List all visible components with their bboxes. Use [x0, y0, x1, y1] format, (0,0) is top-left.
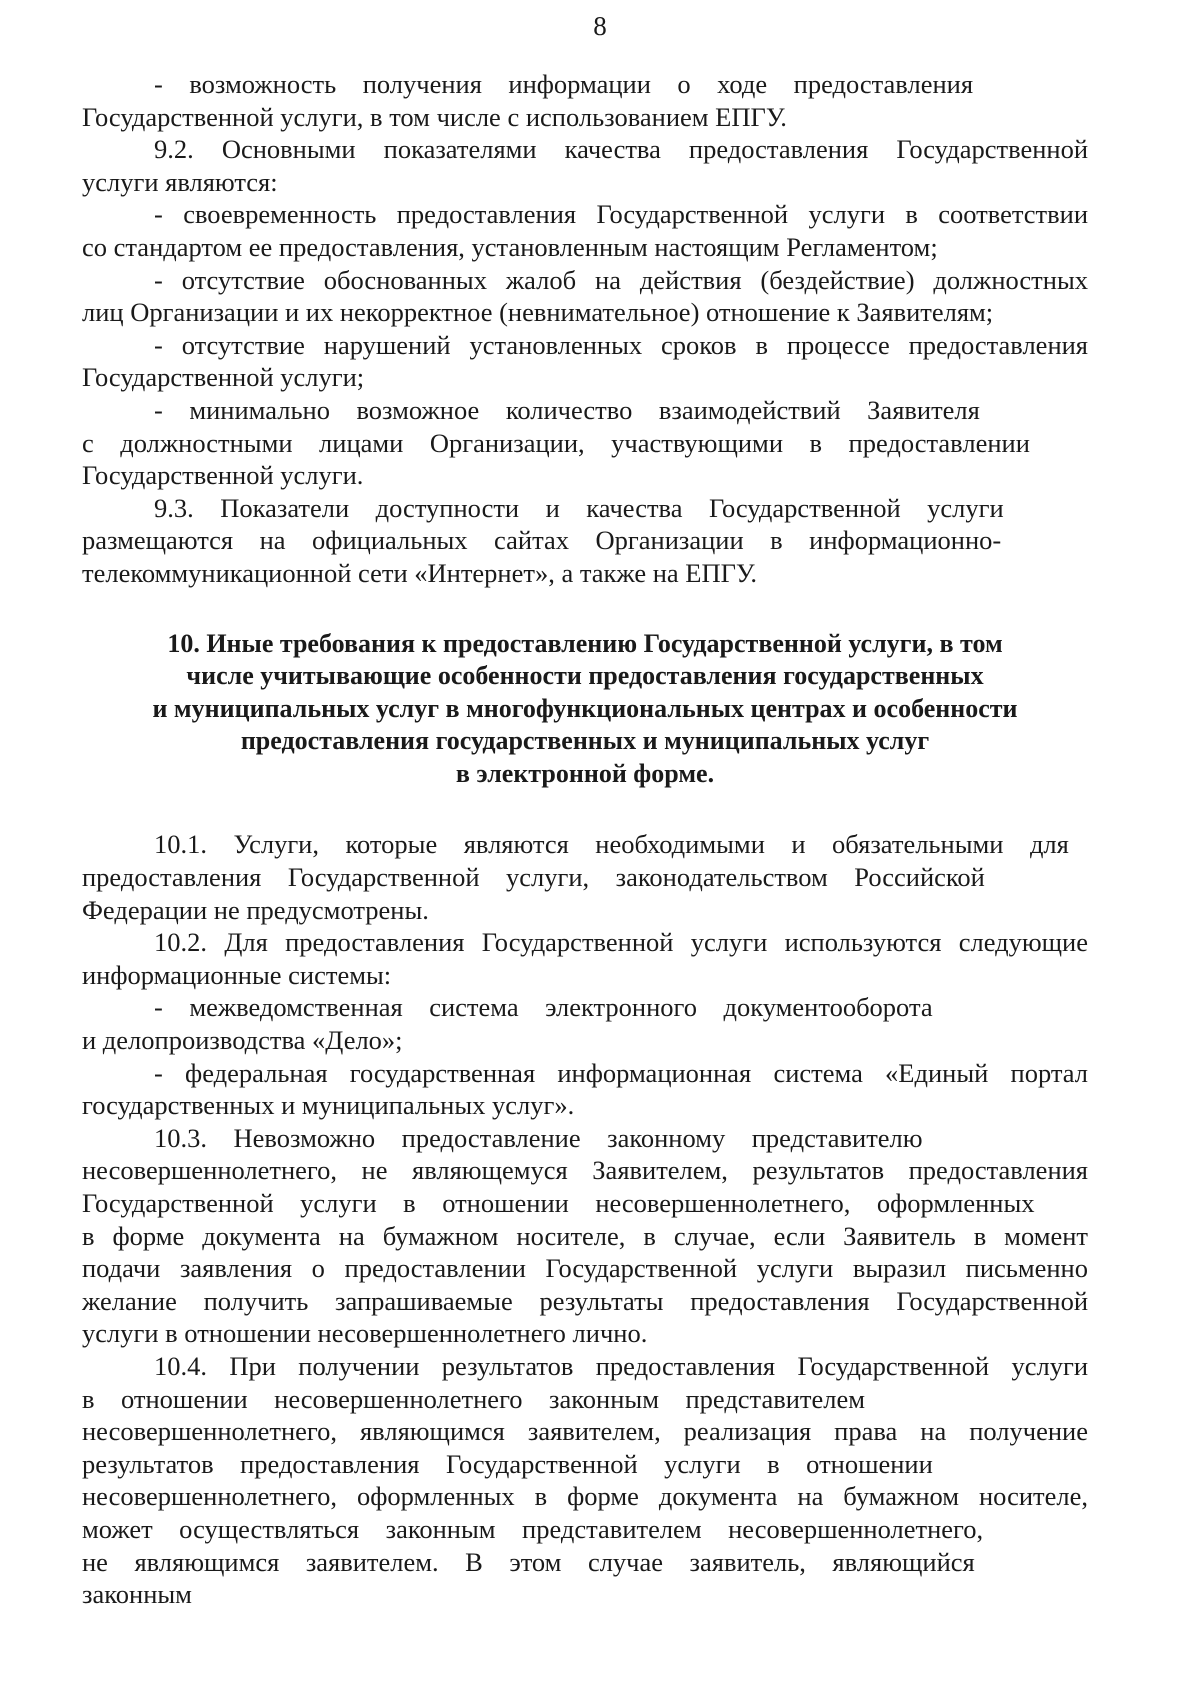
text-line: телекоммуникационной сети «Интернет», а также на ЕПГУ.: [82, 557, 757, 588]
text-line: Государственной услуги, в том числе с использованием ЕПГУ.: [82, 101, 787, 132]
text-line: желание получить запрашиваемые результаты предоставления Государственной: [82, 1285, 1088, 1316]
section-10-paragraphs: [82, 828, 1088, 1610]
text-line: с должностными лицами Организации, участвующими в предоставлении: [82, 427, 1030, 458]
text-line: - отсутствие обоснованных жалоб на действия (бездействие) должностных: [154, 264, 1088, 295]
paragraph: [82, 991, 1088, 1056]
text-line: Федерации не предусмотрены.: [82, 894, 429, 925]
document-body: [82, 68, 1088, 1611]
paragraph: [82, 133, 1088, 198]
text-line: не являющимся заявителем. В этом случае заявитель, являющийся законным: [82, 1546, 1002, 1610]
text-line: - минимально возможное количество взаимодействий Заявителя: [154, 394, 980, 425]
heading-line: в электронной форме.: [455, 758, 715, 788]
paragraph: [82, 329, 1088, 394]
text-line: 10.1. Услуги, которые являются необходимыми и обязательными для: [154, 829, 1069, 860]
text-line: и делопроизводства «Дело»;: [82, 1025, 403, 1056]
paragraph: [82, 1350, 1088, 1611]
paragraph: [82, 394, 1088, 492]
text-line: - своевременность предоставления Государственной услуги в соответствии: [154, 199, 1088, 230]
text-line: 10.4. При получении результатов предоставления Государственной услуги: [154, 1350, 1088, 1381]
text-line: - возможность получения информации о ходе предоставления: [154, 69, 974, 99]
text-line: результатов предоставления Государственной услуги в отношении: [82, 1448, 933, 1479]
section-9-paragraphs: [82, 68, 1088, 590]
text-line: Государственной услуги;: [82, 362, 365, 393]
heading-line: числе учитывающие особенности предоставления государственных: [186, 661, 984, 691]
text-line: услуги в отношении несовершеннолетнего лично.: [82, 1318, 648, 1349]
text-line: Государственной услуги.: [82, 460, 364, 491]
text-line: услуги являются:: [82, 166, 278, 197]
text-line: подачи заявления о предоставлении Государственной услуги выразил письменно: [82, 1253, 1088, 1284]
heading-line: 10. Иные требования к предоставлению Государственной услуги, в том: [167, 628, 1003, 658]
text-line: может осуществляться законным представителем несовершеннолетнего,: [82, 1513, 984, 1544]
section-10-heading: [82, 628, 1088, 791]
text-line: 10.2. Для предоставления Государственной услуги используются следующие: [154, 927, 1088, 958]
text-line: 9.3. Показатели доступности и качества Государственной услуги: [154, 492, 1004, 523]
text-line: - межведомственная система электронного документооборота: [154, 992, 933, 1023]
text-line: предоставления Государственной услуги, законодательством Российской: [82, 862, 985, 893]
text-line: несовершеннолетнего, являющимся заявителем, реализация права на получение: [82, 1416, 1088, 1447]
paragraph: [82, 68, 1088, 133]
text-line: несовершеннолетнего, оформленных в форме документа на бумажном носителе,: [82, 1481, 1088, 1512]
text-line: лиц Организации и их некорректное (невнимательное) отношение к Заявителям;: [82, 297, 994, 328]
text-line: в отношении несовершеннолетнего законным представителем: [82, 1383, 866, 1414]
text-line: 10.3. Невозможно предоставление законному представителю: [154, 1122, 923, 1153]
page-number: 8: [593, 11, 607, 41]
paragraph: [82, 492, 1088, 590]
paragraph: [82, 1122, 1088, 1350]
paragraph: [82, 264, 1088, 329]
text-line: Государственной услуги в отношении несовершеннолетнего, оформленных: [82, 1188, 1035, 1218]
text-line: государственных и муниципальных услуг».: [82, 1090, 575, 1121]
text-line: размещаются на официальных сайтах Организации в информационно-: [82, 525, 1002, 556]
heading-line: и муниципальных услуг в многофункциональных центрах и особенности: [152, 693, 1018, 723]
text-line: - отсутствие нарушений установленных сроков в процессе предоставления: [154, 329, 1088, 360]
paragraph: [82, 926, 1088, 991]
text-line: со стандартом ее предоставления, установленным настоящим Регламентом;: [82, 231, 938, 262]
paragraph: [82, 198, 1088, 263]
text-line: в форме документа на бумажном носителе, в случае, если Заявитель в момент: [82, 1220, 1088, 1251]
paragraph: [82, 828, 1088, 926]
text-line: несовершеннолетнего, не являющемуся Заявителем, результатов предоставления: [82, 1155, 1088, 1186]
text-line: 9.2. Основными показателями качества предоставления Государственной: [154, 134, 1088, 165]
text-line: информационные системы:: [82, 959, 392, 990]
heading-line: предоставления государственных и муниципальных услуг: [240, 726, 930, 756]
paragraph: [82, 1057, 1088, 1122]
text-line: - федеральная государственная информационная система «Единый портал: [154, 1057, 1088, 1088]
